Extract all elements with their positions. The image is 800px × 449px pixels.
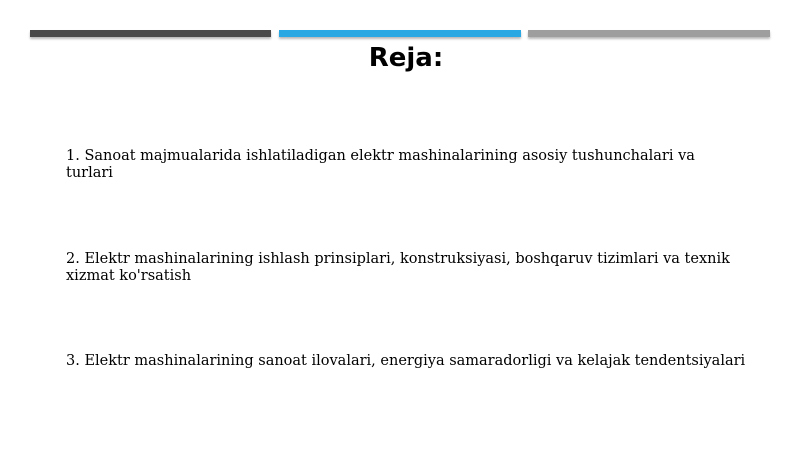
plan-item-2: 2. Elektr mashinalarining ishlash prinsiplari, konstruksiyasi, boshqaruv tizimlari va texnik xizmat ko'rsatish — [66, 251, 730, 284]
header-bar-dark — [30, 30, 271, 37]
header-bar-gray — [528, 30, 770, 37]
slide-title: Reja: — [368, 43, 444, 73]
plan-item-3: 3. Elektr mashinalarining sanoat ilovalari, energiya samaradorligi va kelajak tendentsiyalari — [66, 353, 746, 369]
header-bar-blue — [279, 30, 521, 37]
plan-item-1: 1. Sanoat majmualarida ishlatiladigan elektr mashinalarining asosiy tushunchalari va turlari — [66, 148, 695, 181]
